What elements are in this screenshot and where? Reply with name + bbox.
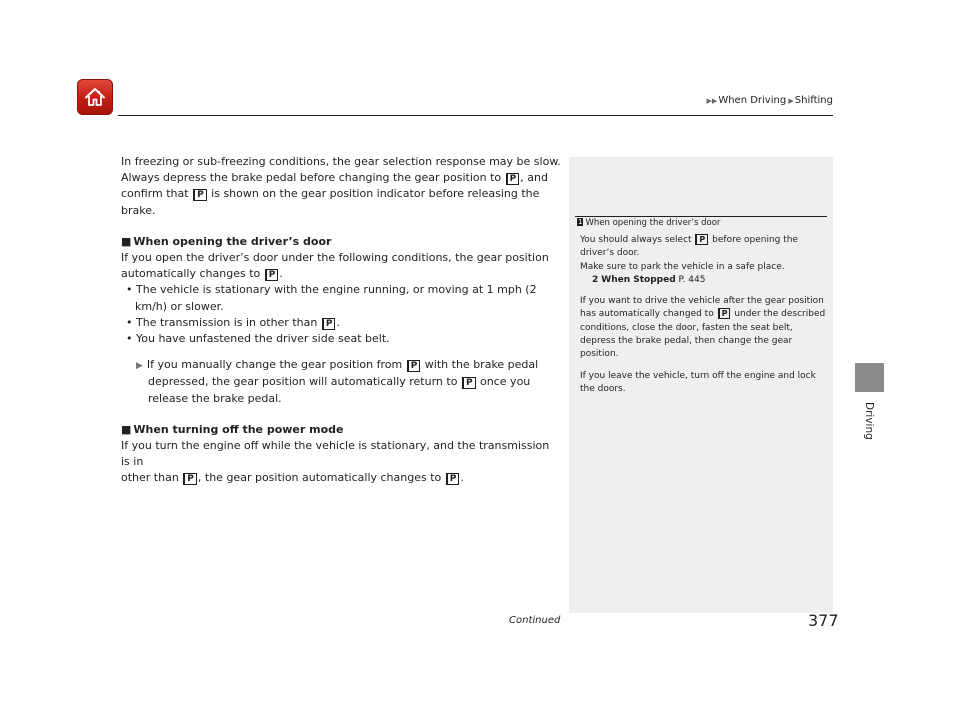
reference-icon: 2 xyxy=(592,274,599,285)
main-content xyxy=(121,154,561,487)
section-heading: ■ When opening the driver’s door xyxy=(121,234,332,248)
section-heading: ■ When turning off the power mode xyxy=(121,422,344,436)
continued-label: Continued xyxy=(509,615,561,626)
gear-key-p: P xyxy=(446,473,460,485)
note-paragraph: ▶ If you manually change the gear position from P with the brake pedal depressed, the gear position will automatically return to P once you release the brake pedal. xyxy=(136,358,539,405)
gear-key-p: P xyxy=(407,360,421,372)
arrow-icon: ▶ xyxy=(136,361,143,372)
gear-key-p: P xyxy=(462,377,476,389)
home-button[interactable] xyxy=(77,79,113,115)
list-item: • You have unfastened the driver side seat belt. xyxy=(126,332,390,346)
breadcrumb-arrow-icon: ▶ xyxy=(786,97,794,105)
gear-key-p: P xyxy=(718,308,731,319)
cross-reference-link[interactable]: 2 When Stopped P. 445 xyxy=(592,274,706,285)
header-rule xyxy=(118,115,833,116)
intro-paragraph: In freezing or sub-freezing conditions, the gear selection response may be slow. Always depress the brake pedal before changing the gear position to P , and confirm that P is shown on the gear position indicator before releasing the brake. xyxy=(121,155,561,217)
gear-key-p: P xyxy=(695,234,708,245)
note-rule xyxy=(575,216,827,217)
note-title: 1 When opening the driver’s door xyxy=(578,218,721,228)
chapter-tab[interactable] xyxy=(855,363,884,392)
chapter-label: Driving xyxy=(863,402,875,440)
gear-key-p: P xyxy=(183,473,197,485)
section-body: If you open the driver’s door under the following conditions, the gear position automatically changes to P . xyxy=(121,251,549,281)
breadcrumb-item[interactable]: When Driving xyxy=(718,95,787,106)
breadcrumb-arrow-icon: ▶▶ xyxy=(706,97,718,105)
section-body: If you turn the engine off while the vehicle is stationary, and the transmission is in other than P , the gear position automatically changes to P . xyxy=(121,439,550,485)
breadcrumb-item[interactable]: Shifting xyxy=(794,95,833,106)
list-item: • The transmission is in other than P . xyxy=(126,315,340,329)
note-body: You should always select P before opening the driver’s door. Make sure to park the vehicle in a safe place. 2 When Stopped P. 445 If you want to drive the vehicle after the gear position has automatically changed to P under the described conditions, close the door, fasten the seat belt, depress the brake pedal, then change the gear position. If you leave the vehicle, turn off the engine and lock the doors. xyxy=(580,235,826,394)
gear-key-p: P xyxy=(506,173,520,185)
breadcrumb xyxy=(707,95,833,107)
list-item: • The vehicle is stationary with the engine running, or moving at 1 mph (2 km/h) or slower. xyxy=(126,283,537,313)
home-icon xyxy=(83,85,107,109)
gear-key-p: P xyxy=(193,189,207,201)
section-marker-icon: ■ xyxy=(121,422,132,436)
section-marker-icon: ■ xyxy=(121,234,132,248)
page-number: 377 xyxy=(808,611,839,630)
gear-key-p: P xyxy=(265,269,279,281)
gear-key-p: P xyxy=(322,318,336,330)
note-badge: 1 xyxy=(578,218,583,226)
